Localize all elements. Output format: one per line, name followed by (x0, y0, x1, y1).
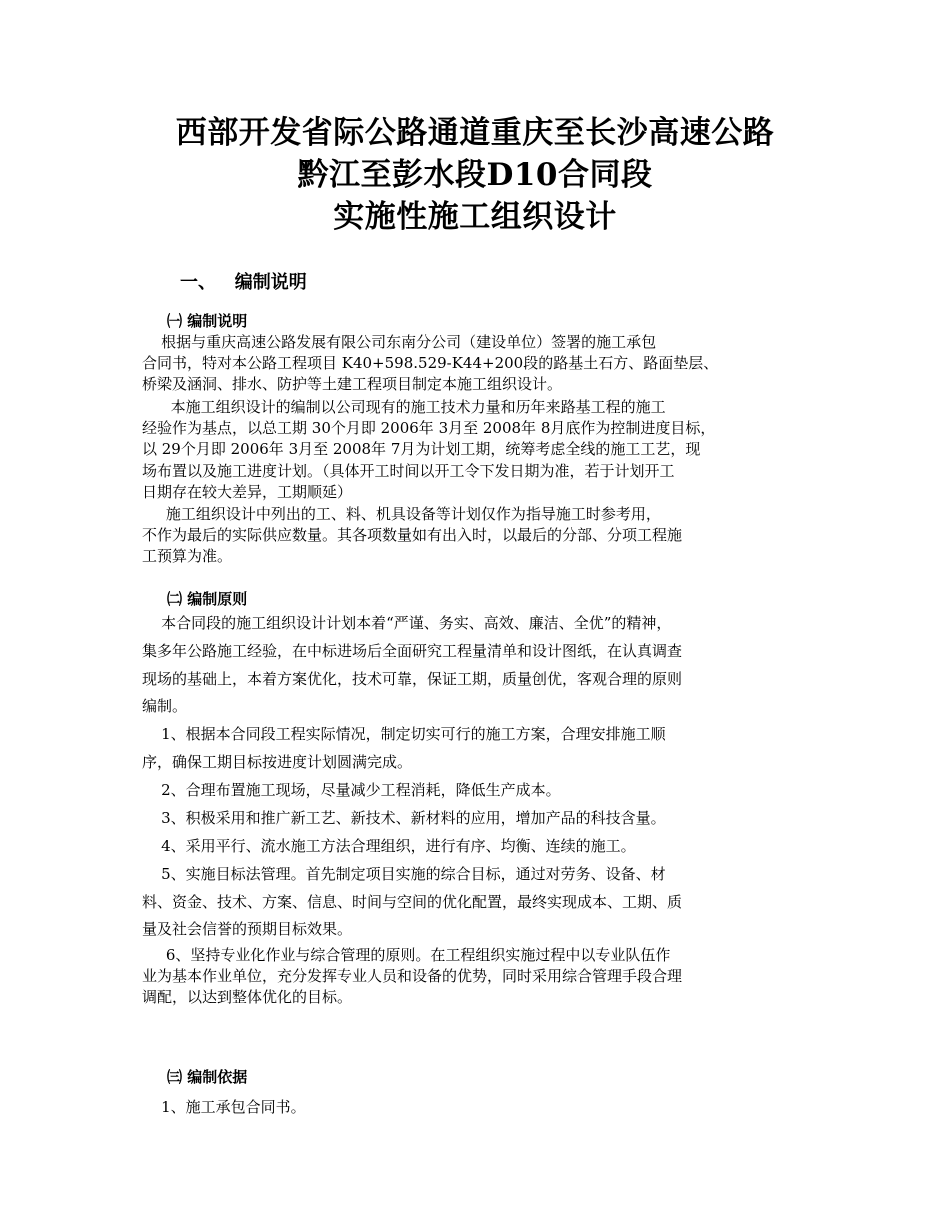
paragraph-line: 1、施工承包合同书。 (142, 1098, 306, 1116)
paragraph-line: 2、合理布置施工现场，尽量减少工程消耗，降低生产成本。 (142, 781, 561, 799)
paragraph-line: 桥梁及涵洞、排水、防护等土建工程项目制定本施工组织设计。 (142, 375, 563, 393)
title-line-3: 实施性施工组织设计 (333, 199, 617, 235)
subsection-1-heading: ㈠ 编制说明 (167, 312, 248, 330)
paragraph-line: 日期存在较大差异，工期顺延） (142, 483, 353, 501)
paragraph-line: 量及社会信誉的预期目标效果。 (142, 920, 353, 938)
paragraph-line: 料、资金、技术、方案、信息、时间与空间的优化配置，最终实现成本、工期、质 (142, 893, 683, 911)
paragraph-line: 本施工组织设计的编制以公司现有的施工技术力量和历年来路基工程的施工 (142, 398, 666, 416)
paragraph-line: 5、实施目标法管理。首先制定项目实施的综合目标，通过对劳务、设备、材 (142, 865, 666, 883)
title-line-2: 黔江至彭水段D10合同段 (297, 157, 653, 193)
paragraph-line: 本合同段的施工组织设计计划本着“严谨、务实、高效、廉洁、全优”的精神， (142, 614, 672, 632)
subsection-3-heading: ㈢ 编制依据 (167, 1068, 248, 1086)
paragraph-line: 3、积极采用和推广新工艺、新技术、新材料的应用，增加产品的科技含量。 (142, 809, 666, 827)
paragraph-line: 不作为最后的实际供应数量。其各项数量如有出入时，以最后的分部、分项工程施 (142, 526, 683, 544)
section-1-heading: 一、 编制说明 (180, 272, 307, 293)
paragraph-line: 工预算为准。 (142, 547, 233, 565)
paragraph-line: 以 29个月即 2006年 3月至 2008年 7月为计划工期，统筹考虑全线的施工工艺，现 (142, 440, 701, 458)
paragraph-line: 合同书，特对本公路工程项目 K40+598.529-K44+200段的路基土石方、路面垫层、 (142, 354, 719, 372)
title-line-1: 西部开发省际公路通道重庆至长沙高速公路 (175, 115, 775, 151)
paragraph-line: 编制。 (142, 697, 188, 715)
paragraph-line: 集多年公路施工经验，在中标进场后全面研究工程量清单和设计图纸，在认真调查 (142, 642, 683, 660)
document-title (0, 112, 950, 238)
paragraph-line: 场布置以及施工进度计划。（具体开工时间以开工令下发日期为准，若于计划开工 (142, 462, 675, 480)
paragraph-line: 业为基本作业单位，充分发挥专业人员和设备的优势，同时采用综合管理手段合理 (142, 967, 683, 985)
paragraph-line: 经验作为基点，以总工期 30个月即 2006年 3月至 2008年 8月底作为控制进度目标， (142, 419, 716, 437)
paragraph-line: 根据与重庆高速公路发展有限公司东南分公司（建设单位）签署的施工承包 (142, 333, 657, 351)
paragraph-line: 调配，以达到整体优化的目标。 (142, 988, 353, 1006)
paragraph-line: 1、根据本合同段工程实际情况，制定切实可行的施工方案，合理安排施工顺 (142, 725, 666, 743)
paragraph-line: 施工组织设计中列出的工、料、机具设备等计划仅作为指导施工时参考用， (142, 505, 661, 523)
subsection-2-heading: ㈡ 编制原则 (167, 590, 248, 608)
paragraph-line: 序，确保工期目标按进度计划圆满完成。 (142, 753, 413, 771)
paragraph-line: 6、坚持专业化作业与综合管理的原则。在工程组织实施过程中以专业队伍作 (142, 946, 671, 964)
paragraph-line: 现场的基础上，本着方案优化，技术可靠，保证工期，质量创优，客观合理的原则 (142, 670, 683, 688)
paragraph-line: 4、采用平行、流水施工方法合理组织，进行有序、均衡、连续的施工。 (142, 837, 636, 855)
